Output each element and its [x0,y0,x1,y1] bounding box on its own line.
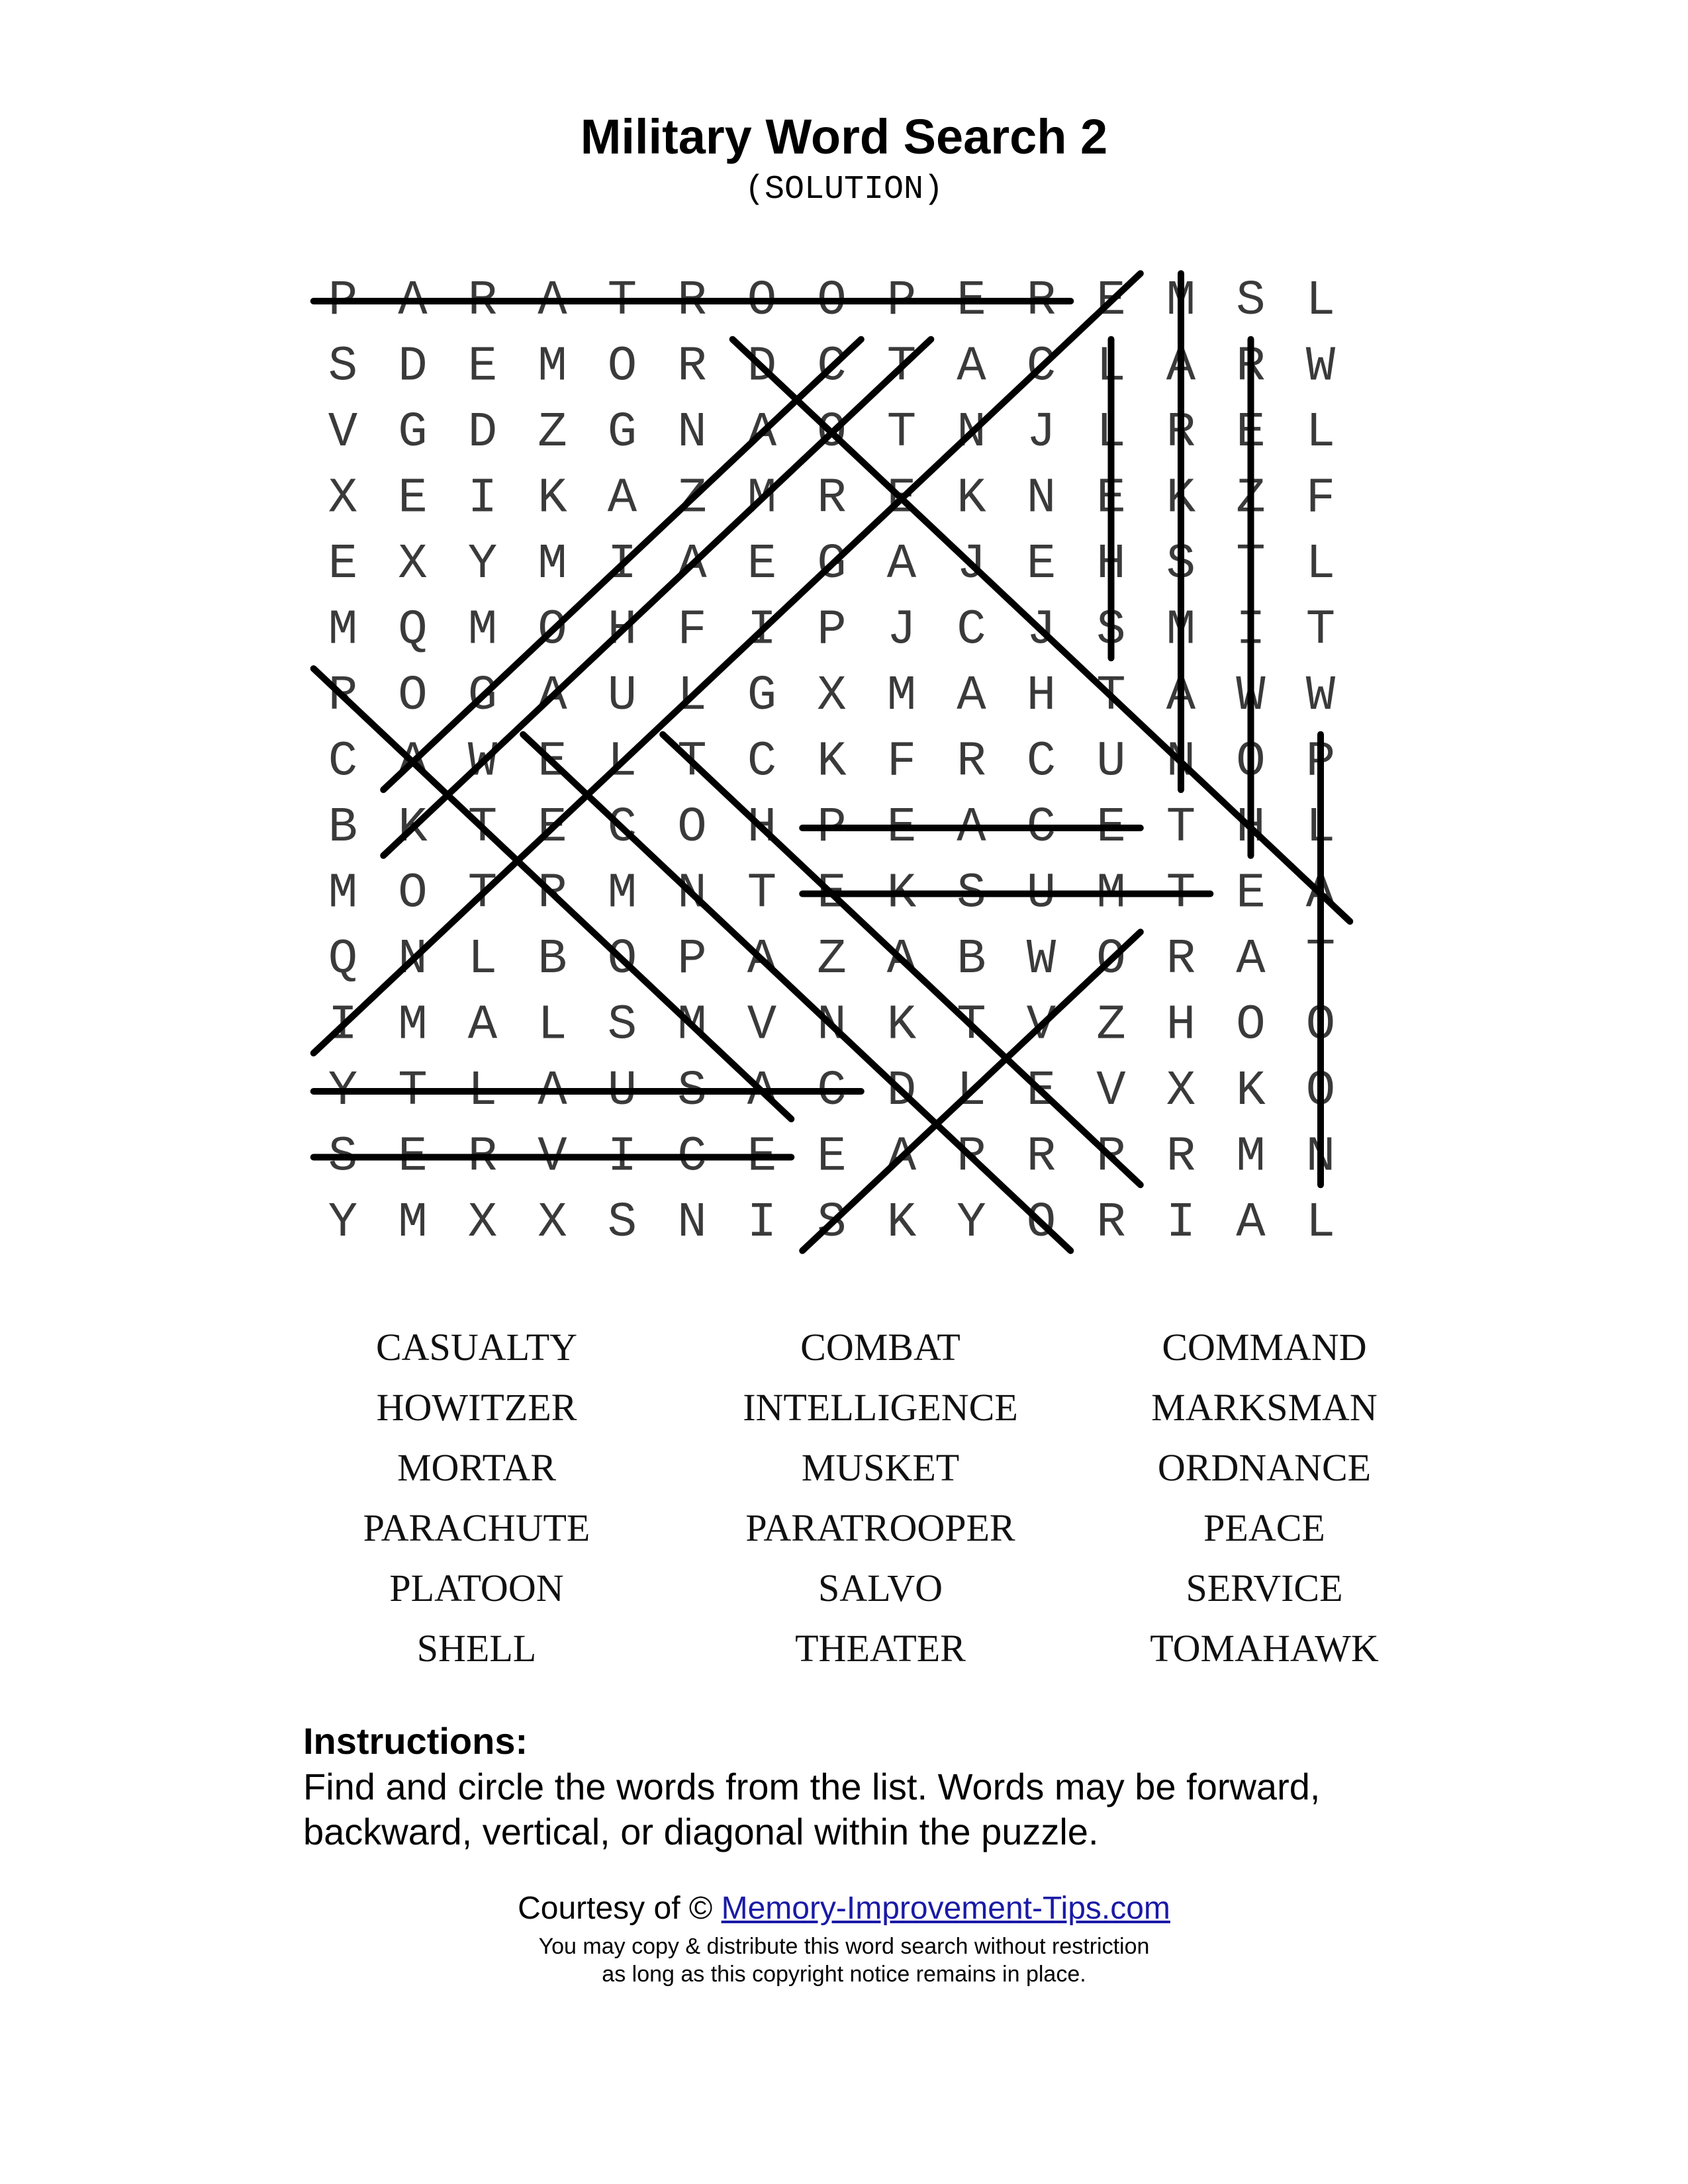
grid-letter: D [886,1064,917,1119]
grid-letter: A [538,273,567,329]
grid-letter: O [1305,997,1336,1054]
grid-letter: E [1026,537,1056,592]
grid-letter: T [1305,932,1336,987]
grid-letter: S [1096,602,1126,659]
grid-letter: E [957,273,986,329]
word-list-item: INTELLIGENCE [743,1386,1018,1429]
grid-letter: O [1305,1064,1336,1119]
grid-letter: A [467,997,498,1054]
grid-letter: E [398,471,428,527]
grid-letter: M [747,471,777,527]
grid-letter: Z [1236,471,1266,527]
grid-letter: F [886,734,917,790]
grid-letter: E [817,1129,847,1185]
grid-letter: I [1166,1195,1196,1251]
grid-letter: T [607,273,637,329]
copyright-notice-line-1: You may copy & distribute this word search without restriction [538,1934,1150,1959]
grid-letter: T [677,734,707,790]
copyright-notice-line-2: as long as this copyright notice remains in place. [602,1962,1086,1987]
grid-letter: M [677,997,707,1054]
grid-letter: L [677,668,707,724]
grid-letter: T [1305,602,1336,659]
grid-letter: O [747,273,777,329]
grid-letter: L [1096,339,1126,395]
grid-letter: M [1096,866,1126,922]
grid-letter: H [1026,668,1056,724]
grid-letter: F [677,602,707,659]
grid-letter: J [886,602,917,659]
grid-letter: V [328,405,358,461]
grid-letter: L [538,997,567,1054]
word-list-item: PARACHUTE [363,1506,590,1549]
grid-letter: T [1166,866,1196,922]
word-list-item: MUSKET [801,1446,960,1489]
grid-letter: R [1026,273,1056,329]
grid-letter: A [957,339,986,395]
word-list-item: THEATER [795,1627,966,1670]
grid-letter: K [398,800,428,856]
grid-letter: N [677,866,707,922]
grid-letter: O [817,273,847,329]
grid-letter: X [398,537,428,592]
grid-letter: N [957,405,986,461]
grid-letter: W [1305,339,1336,395]
solution-line [383,340,931,856]
grid-letter: V [747,997,777,1054]
grid-letter: E [817,866,847,922]
grid-letter: M [538,339,567,395]
grid-letter: H [1096,537,1126,592]
grid-letter: R [957,1129,986,1185]
grid-letter: H [747,800,777,856]
instructions-heading: Instructions: [303,1720,528,1762]
grid-letter: R [817,471,847,527]
grid-letter: Z [538,405,567,461]
grid-letter: A [886,537,917,592]
grid-letter: G [398,405,428,461]
grid-letter: Y [467,537,498,592]
grid-letter: M [1166,273,1196,329]
grid-letter: J [957,537,986,592]
grid-letter: K [538,471,567,527]
grid-letter: R [677,339,707,395]
grid-letter: L [467,932,498,987]
website-link[interactable]: Memory-Improvement-Tips.com [721,1891,1170,1926]
grid-letter: C [747,734,777,790]
grid-letter: E [538,734,567,790]
grid-letter: U [1096,734,1126,790]
grid-letter: O [398,866,428,922]
grid-letter: R [467,1129,498,1185]
grid-letter: U [607,1064,637,1119]
grid-letter: S [1166,537,1196,592]
grid-letter: B [957,932,986,987]
grid-letter: R [957,734,986,790]
grid-letter: S [607,997,637,1054]
grid-letter: B [328,800,358,856]
grid-letter: K [886,866,917,922]
grid-letter: L [957,1064,986,1119]
grid-letter: A [538,668,567,724]
grid-letter: R [1166,1129,1196,1185]
grid-letter: K [886,997,917,1054]
grid-letter: A [398,273,428,329]
grid-letter: E [1096,273,1126,329]
grid-letter: L [1305,405,1336,461]
grid-letter: E [747,1129,777,1185]
grid-letter: M [328,602,358,659]
word-list-item: COMBAT [800,1326,961,1369]
grid-letter: L [1305,537,1336,592]
grid-letter: A [1166,668,1196,724]
grid-letter: K [1166,471,1196,527]
word-list-item: SERVICE [1186,1567,1343,1610]
grid-letter: O [398,668,428,724]
grid-letter: C [1026,734,1056,790]
word-list-item: SHELL [416,1627,537,1670]
grid-letter: G [607,405,637,461]
grid-letter: C [817,1064,847,1119]
grid-letter: E [1096,471,1126,527]
grid-letter: S [1236,273,1266,329]
grid-letter: Q [398,602,428,659]
grid-letter: T [886,339,917,395]
grid-letter: N [1166,734,1196,790]
grid-letter: N [677,1195,707,1251]
grid-letter: T [1166,800,1196,856]
grid-letter: K [886,1195,917,1251]
grid-letter: R [1096,1129,1126,1185]
grid-letter: P [1305,734,1336,790]
grid-letter: R [677,273,707,329]
grid-letter: A [1236,1195,1266,1251]
grid-letter: I [1236,602,1266,659]
grid-letter: T [1236,537,1266,592]
grid-letter: N [817,997,847,1054]
courtesy-prefix: Courtesy of © [518,1891,722,1926]
grid-letter: V [538,1129,567,1185]
grid-letter: I [467,471,498,527]
grid-letter: L [467,1064,498,1119]
grid-letter: I [747,602,777,659]
word-list-item: HOWITZER [376,1386,577,1429]
grid-letter: Z [817,932,847,987]
grid-letter: S [607,1195,637,1251]
grid-letter: I [607,1129,637,1185]
grid-letter: H [1236,800,1266,856]
grid-letter: A [957,800,986,856]
grid-letter: Z [677,471,707,527]
grid-letter: K [817,734,847,790]
word-list-item: PLATOON [389,1567,564,1610]
grid-letter: G [467,668,498,724]
grid-letter: E [886,471,917,527]
grid-letter: L [1305,800,1336,856]
word-list-item: PEACE [1203,1506,1325,1549]
grid-letter: A [398,734,428,790]
grid-letter: A [538,1064,567,1119]
grid-letter: F [1305,471,1336,527]
grid-letter: X [817,668,847,724]
grid-letter: K [957,471,986,527]
grid-letter: L [1305,273,1336,329]
grid-letter: A [1236,932,1266,987]
grid-letter: E [538,800,567,856]
grid-letter: M [328,866,358,922]
grid-letter: E [1236,866,1266,922]
grid-letter: S [677,1064,707,1119]
grid-letter: D [467,405,498,461]
grid-letter: R [1166,405,1196,461]
grid-letter: O [1026,1195,1056,1251]
grid-letter: R [1096,1195,1126,1251]
grid-letter: E [1026,1064,1056,1119]
grid-letter: C [817,339,847,395]
grid-letter: A [886,932,917,987]
word-list-item: TOMAHAWK [1150,1627,1379,1670]
grid-letter: D [398,339,428,395]
grid-letter: C [1026,339,1056,395]
grid-letter: A [1305,866,1336,922]
grid-letter: I [607,537,637,592]
grid-letter: A [677,537,707,592]
grid-letter: M [1236,1129,1266,1185]
solution-line [314,273,1141,1053]
word-list-item: SALVO [818,1567,943,1610]
grid-letter: H [607,602,637,659]
grid-letter: S [957,866,986,922]
grid-letter: X [467,1195,498,1251]
grid-letter: E [886,800,917,856]
grid-letter: E [1236,405,1266,461]
grid-letter: N [1026,471,1056,527]
grid-letter: O [817,405,847,461]
grid-letter: C [1026,800,1056,856]
grid-letter: O [607,932,637,987]
grid-letter: V [1096,1064,1126,1119]
grid-letter: U [607,668,637,724]
grid-letter: L [1305,1195,1336,1251]
grid-letter: W [1305,668,1336,724]
grid-letter: O [1236,997,1266,1054]
grid-letter: H [1166,997,1196,1054]
grid-letter: W [1026,932,1056,987]
word-list-item: CASUALTY [375,1326,578,1369]
grid-letter: O [1236,734,1266,790]
page-subtitle: (SOLUTION) [744,171,944,208]
grid-letter: R [467,273,498,329]
grid-letter: A [607,471,637,527]
grid-letter: A [747,405,777,461]
grid-letter: C [328,734,358,790]
grid-letter: B [538,932,567,987]
grid-letter: R [1166,932,1196,987]
grid-letter: N [677,405,707,461]
page-title: Military Word Search 2 [580,109,1108,164]
grid-letter: I [747,1195,777,1251]
grid-letter: S [817,1195,847,1251]
grid-letter: T [398,1064,428,1119]
grid-letter: X [1166,1064,1196,1119]
solution-line [523,735,1070,1251]
grid-letter: K [1236,1064,1266,1119]
grid-letter: T [1096,668,1126,724]
grid-letter: R [328,668,358,724]
grid-letter: R [1236,339,1266,395]
grid-letter: E [467,339,498,395]
grid-letter: A [886,1129,917,1185]
grid-letter: N [398,932,428,987]
grid-letter: P [817,800,847,856]
grid-letter: S [328,1129,358,1185]
word-list-item: MARKSMAN [1151,1386,1378,1429]
grid-letter: I [328,997,358,1054]
word-list [278,1317,1443,1678]
grid-letter: V [1026,997,1056,1054]
grid-letter: E [1096,800,1126,856]
grid-letter: M [398,1195,428,1251]
grid-letter: O [677,800,707,856]
grid-letter: P [886,273,917,329]
grid-letter: A [747,932,777,987]
grid-letter: A [1166,339,1196,395]
grid-letter: A [747,1064,777,1119]
grid-letter: P [677,932,707,987]
grid-letter: W [467,734,498,790]
grid-letter: L [1096,405,1126,461]
grid-letter: M [398,997,428,1054]
grid-letter: J [1026,602,1056,659]
grid-letter: Y [328,1064,358,1119]
grid-letter: O [1096,932,1126,987]
grid-letter: R [538,866,567,922]
grid-letter: T [747,866,777,922]
grid-letter: A [957,668,986,724]
grid-letter: Z [1096,997,1126,1054]
grid-letter: M [607,866,637,922]
instructions-body: Find and circle the words from the list. Words may be forward, backward, vertical, or diagonal within the puzzle. [303,1766,1321,1852]
grid-letter: L [607,734,637,790]
grid-letter: M [467,602,498,659]
grid-letter: T [467,866,498,922]
grid-letter: J [1026,405,1056,461]
grid-letter: C [677,1129,707,1185]
grid-letter: O [607,339,637,395]
courtesy-line [0,1890,1688,1927]
grid-letter: E [398,1129,428,1185]
grid-letter: T [957,997,986,1054]
grid-letter: C [607,800,637,856]
grid-letter: E [328,537,358,592]
word-list-item: COMMAND [1162,1326,1367,1369]
word-list-item: ORDNANCE [1157,1446,1372,1489]
grid-letter: M [538,537,567,592]
grid-letter: U [1026,866,1056,922]
word-list-item: PARATROOPER [745,1506,1015,1549]
grid-letter: T [467,800,498,856]
word-list-item: MORTAR [397,1446,556,1489]
grid-letter: X [538,1195,567,1251]
grid-letter: N [1305,1129,1336,1185]
grid-letter: T [886,405,917,461]
grid-letter: W [1236,668,1266,724]
grid-letter: M [886,668,917,724]
grid-letter: C [957,602,986,659]
grid-letter: O [538,602,567,659]
grid-letter: D [747,339,777,395]
grid-letter: G [817,537,847,592]
grid-letter: G [747,668,777,724]
grid-letter: P [817,602,847,659]
grid-letter: Y [328,1195,358,1251]
grid-letter: Q [328,932,358,987]
grid-letter: E [747,537,777,592]
grid-letter: M [1166,602,1196,659]
grid-letter: X [328,471,358,527]
grid-letter: P [328,273,358,329]
grid-letter: R [1026,1129,1056,1185]
grid-letter: S [328,339,358,395]
grid-letter: Y [957,1195,986,1251]
